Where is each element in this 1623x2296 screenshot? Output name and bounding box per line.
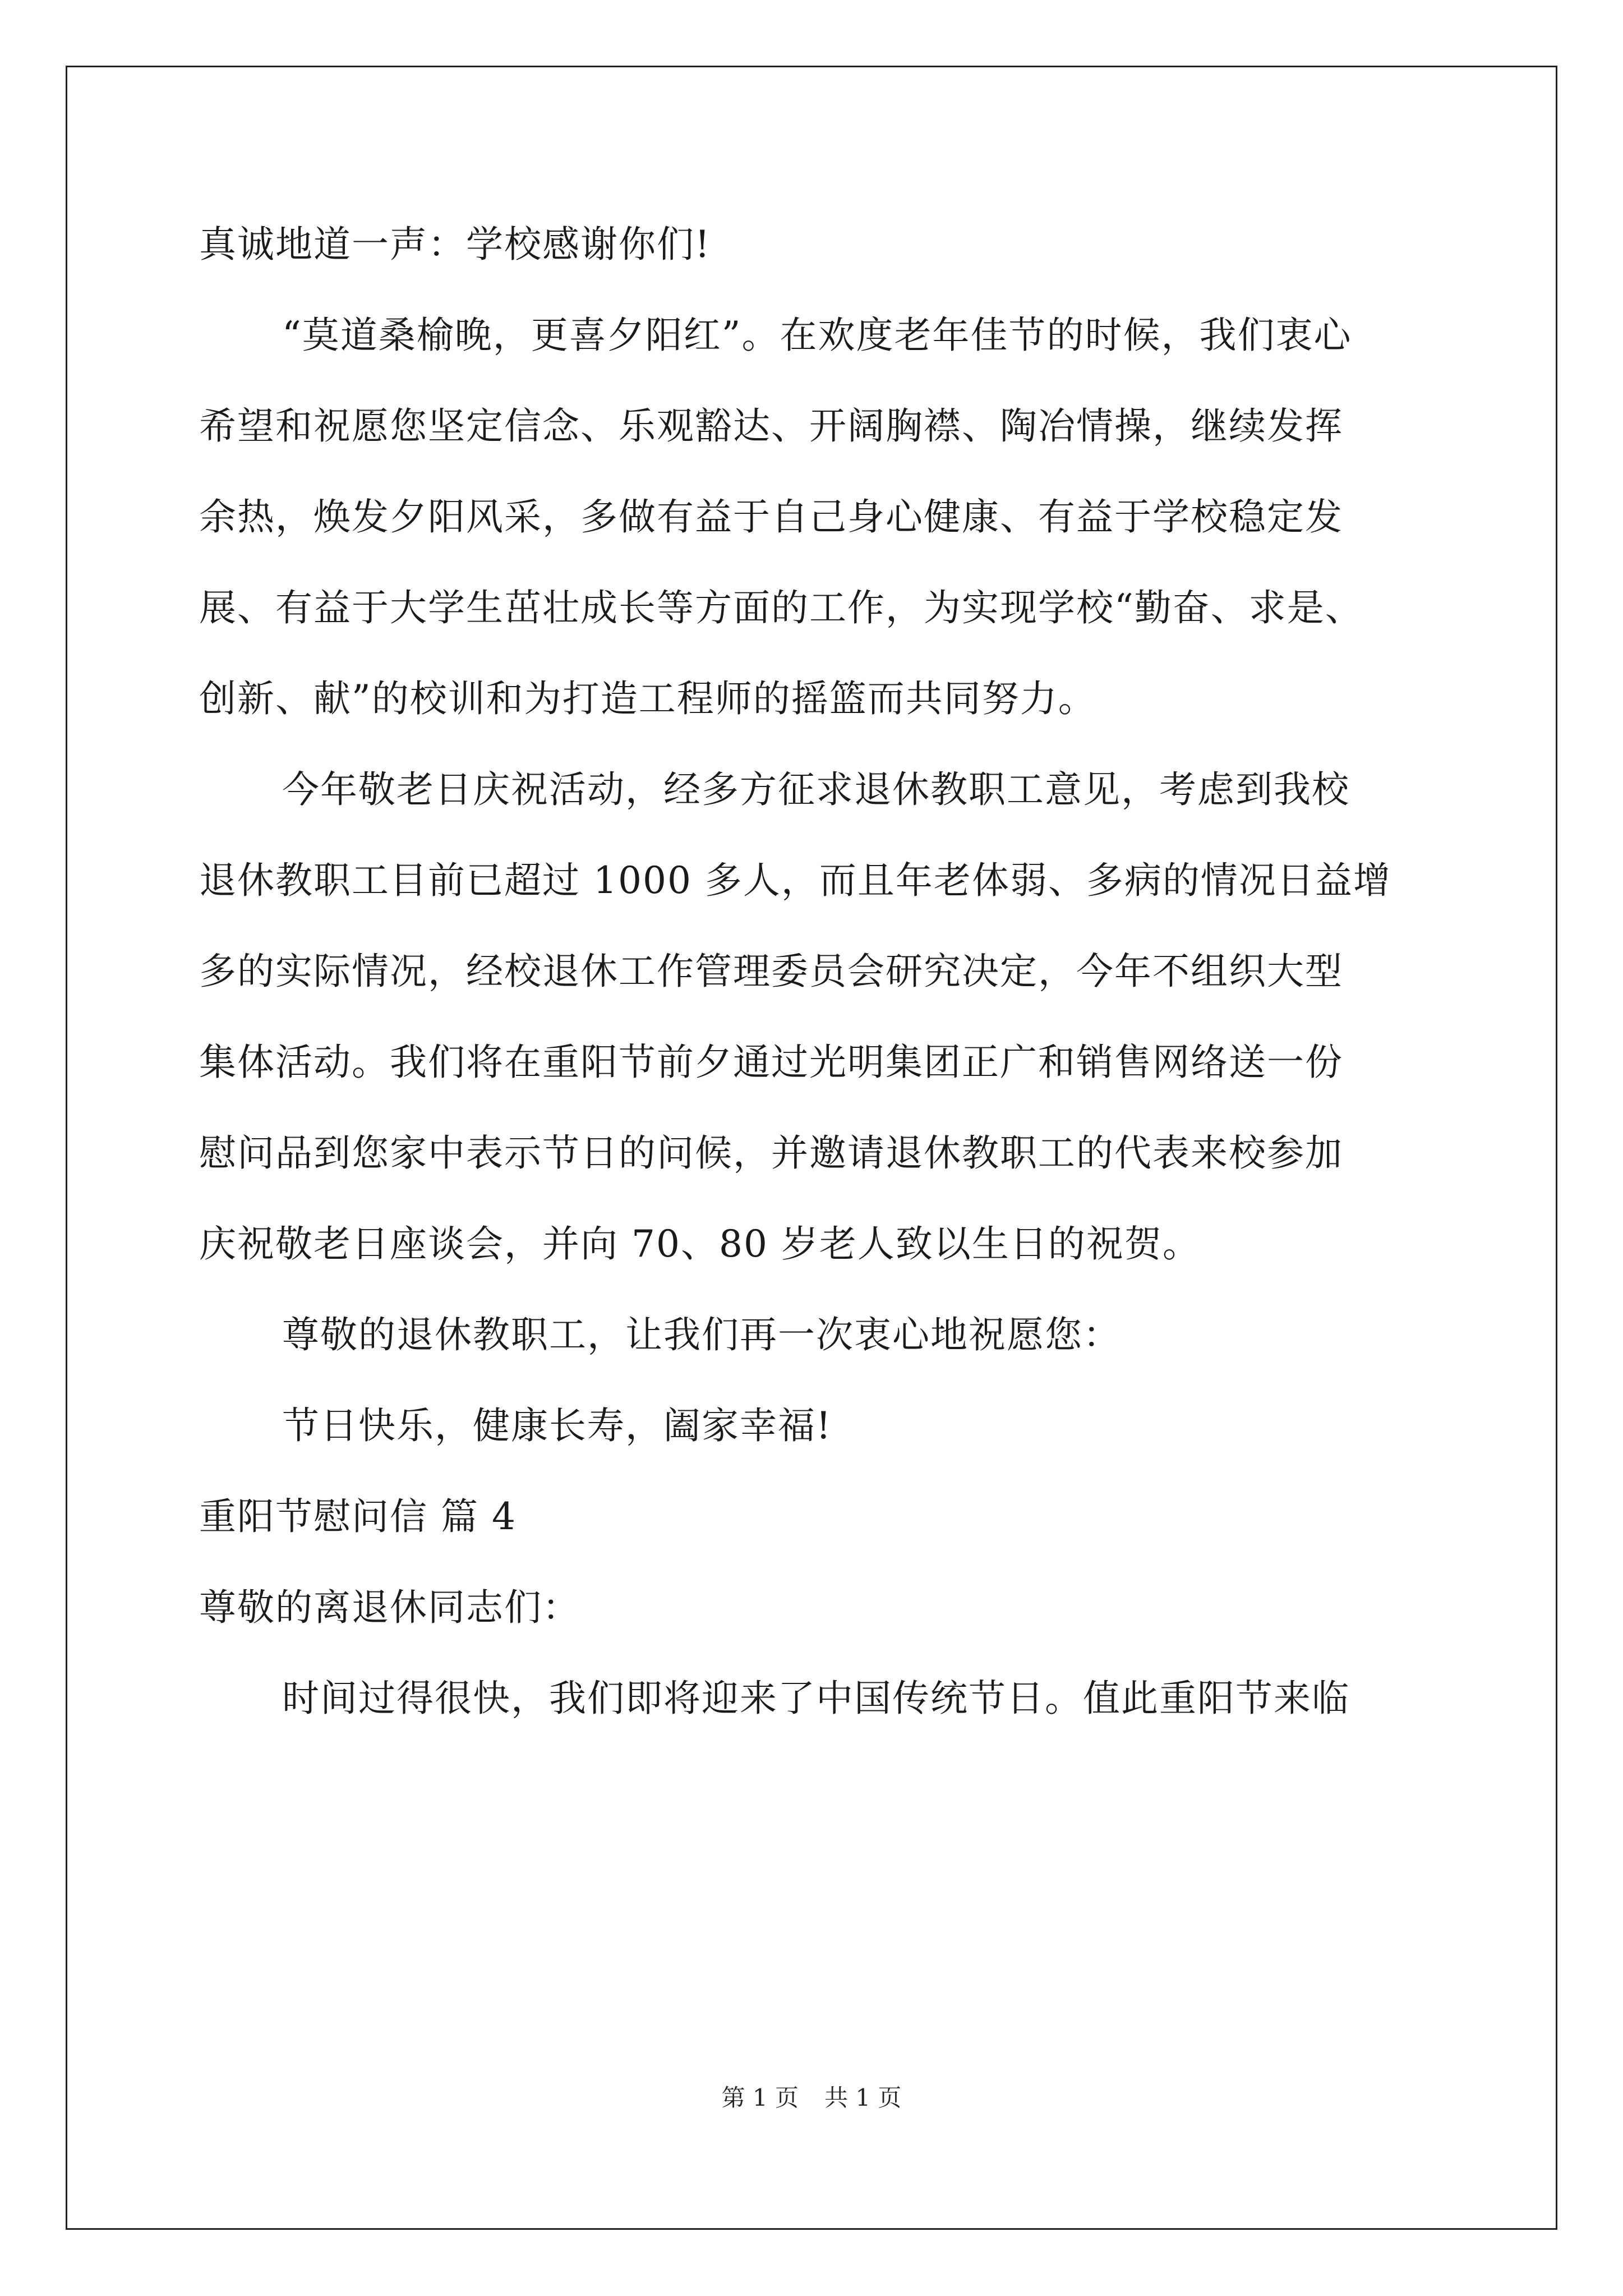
text-line: 退休教职工目前已超过 1000 多人，而且年老体弱、多病的情况日益增 [199,859,1391,902]
paragraph-start: 尊敬的退休教职工，让我们再一次衷心地祝愿您： [282,1313,1121,1356]
paragraph-start: 时间过得很快，我们即将迎来了中国传统节日。值此重阳节来临 [282,1677,1350,1720]
text-line: 集体活动。我们将在重阳节前夕通过光明集团正广和销售网络送一份 [199,1041,1343,1084]
paragraph-start: “莫道桑榆晚，更喜夕阳红”。在欢度老年佳节的时候，我们衷心 [282,314,1352,357]
section-heading: 重阳节慰问信 篇 4 [199,1495,517,1538]
salutation: 尊敬的离退休同志们： [199,1586,580,1629]
text-line: 庆祝敬老日座谈会，并向 70、80 岁老人致以生日的祝贺。 [199,1222,1201,1266]
text-line: 创新、献”的校训和为打造工程师的摇篮而共同努力。 [199,677,1096,720]
page-footer [0,2082,1623,2114]
text-line: 希望和祝愿您坚定信念、乐观豁达、开阔胸襟、陶冶情操，继续发挥 [199,404,1343,448]
text-line: 多的实际情况，经校退休工作管理委员会研究决定，今年不组织大型 [199,950,1343,993]
document-body [199,199,1467,1744]
paragraph-start: 节日快乐，健康长寿，阖家幸福! [282,1404,832,1447]
paragraph-start: 今年敬老日庆祝活动，经多方征求退休教职工意见，考虑到我校 [282,768,1350,811]
text-line: 展、有益于大学生茁壮成长等方面的工作，为实现学校“勤奋、求是、 [199,586,1363,629]
text-line: 慰问品到您家中表示节日的问候，并邀请退休教职工的代表来校参加 [199,1131,1343,1175]
text-line: 余热，焕发夕阳风采，多做有益于自己身心健康、有益于学校稳定发 [199,495,1343,539]
page-number: 第 1 页 [721,2084,799,2111]
text-line: 真诚地道一声：学校感谢你们! [199,223,711,266]
page-total: 共 1 页 [824,2084,902,2111]
